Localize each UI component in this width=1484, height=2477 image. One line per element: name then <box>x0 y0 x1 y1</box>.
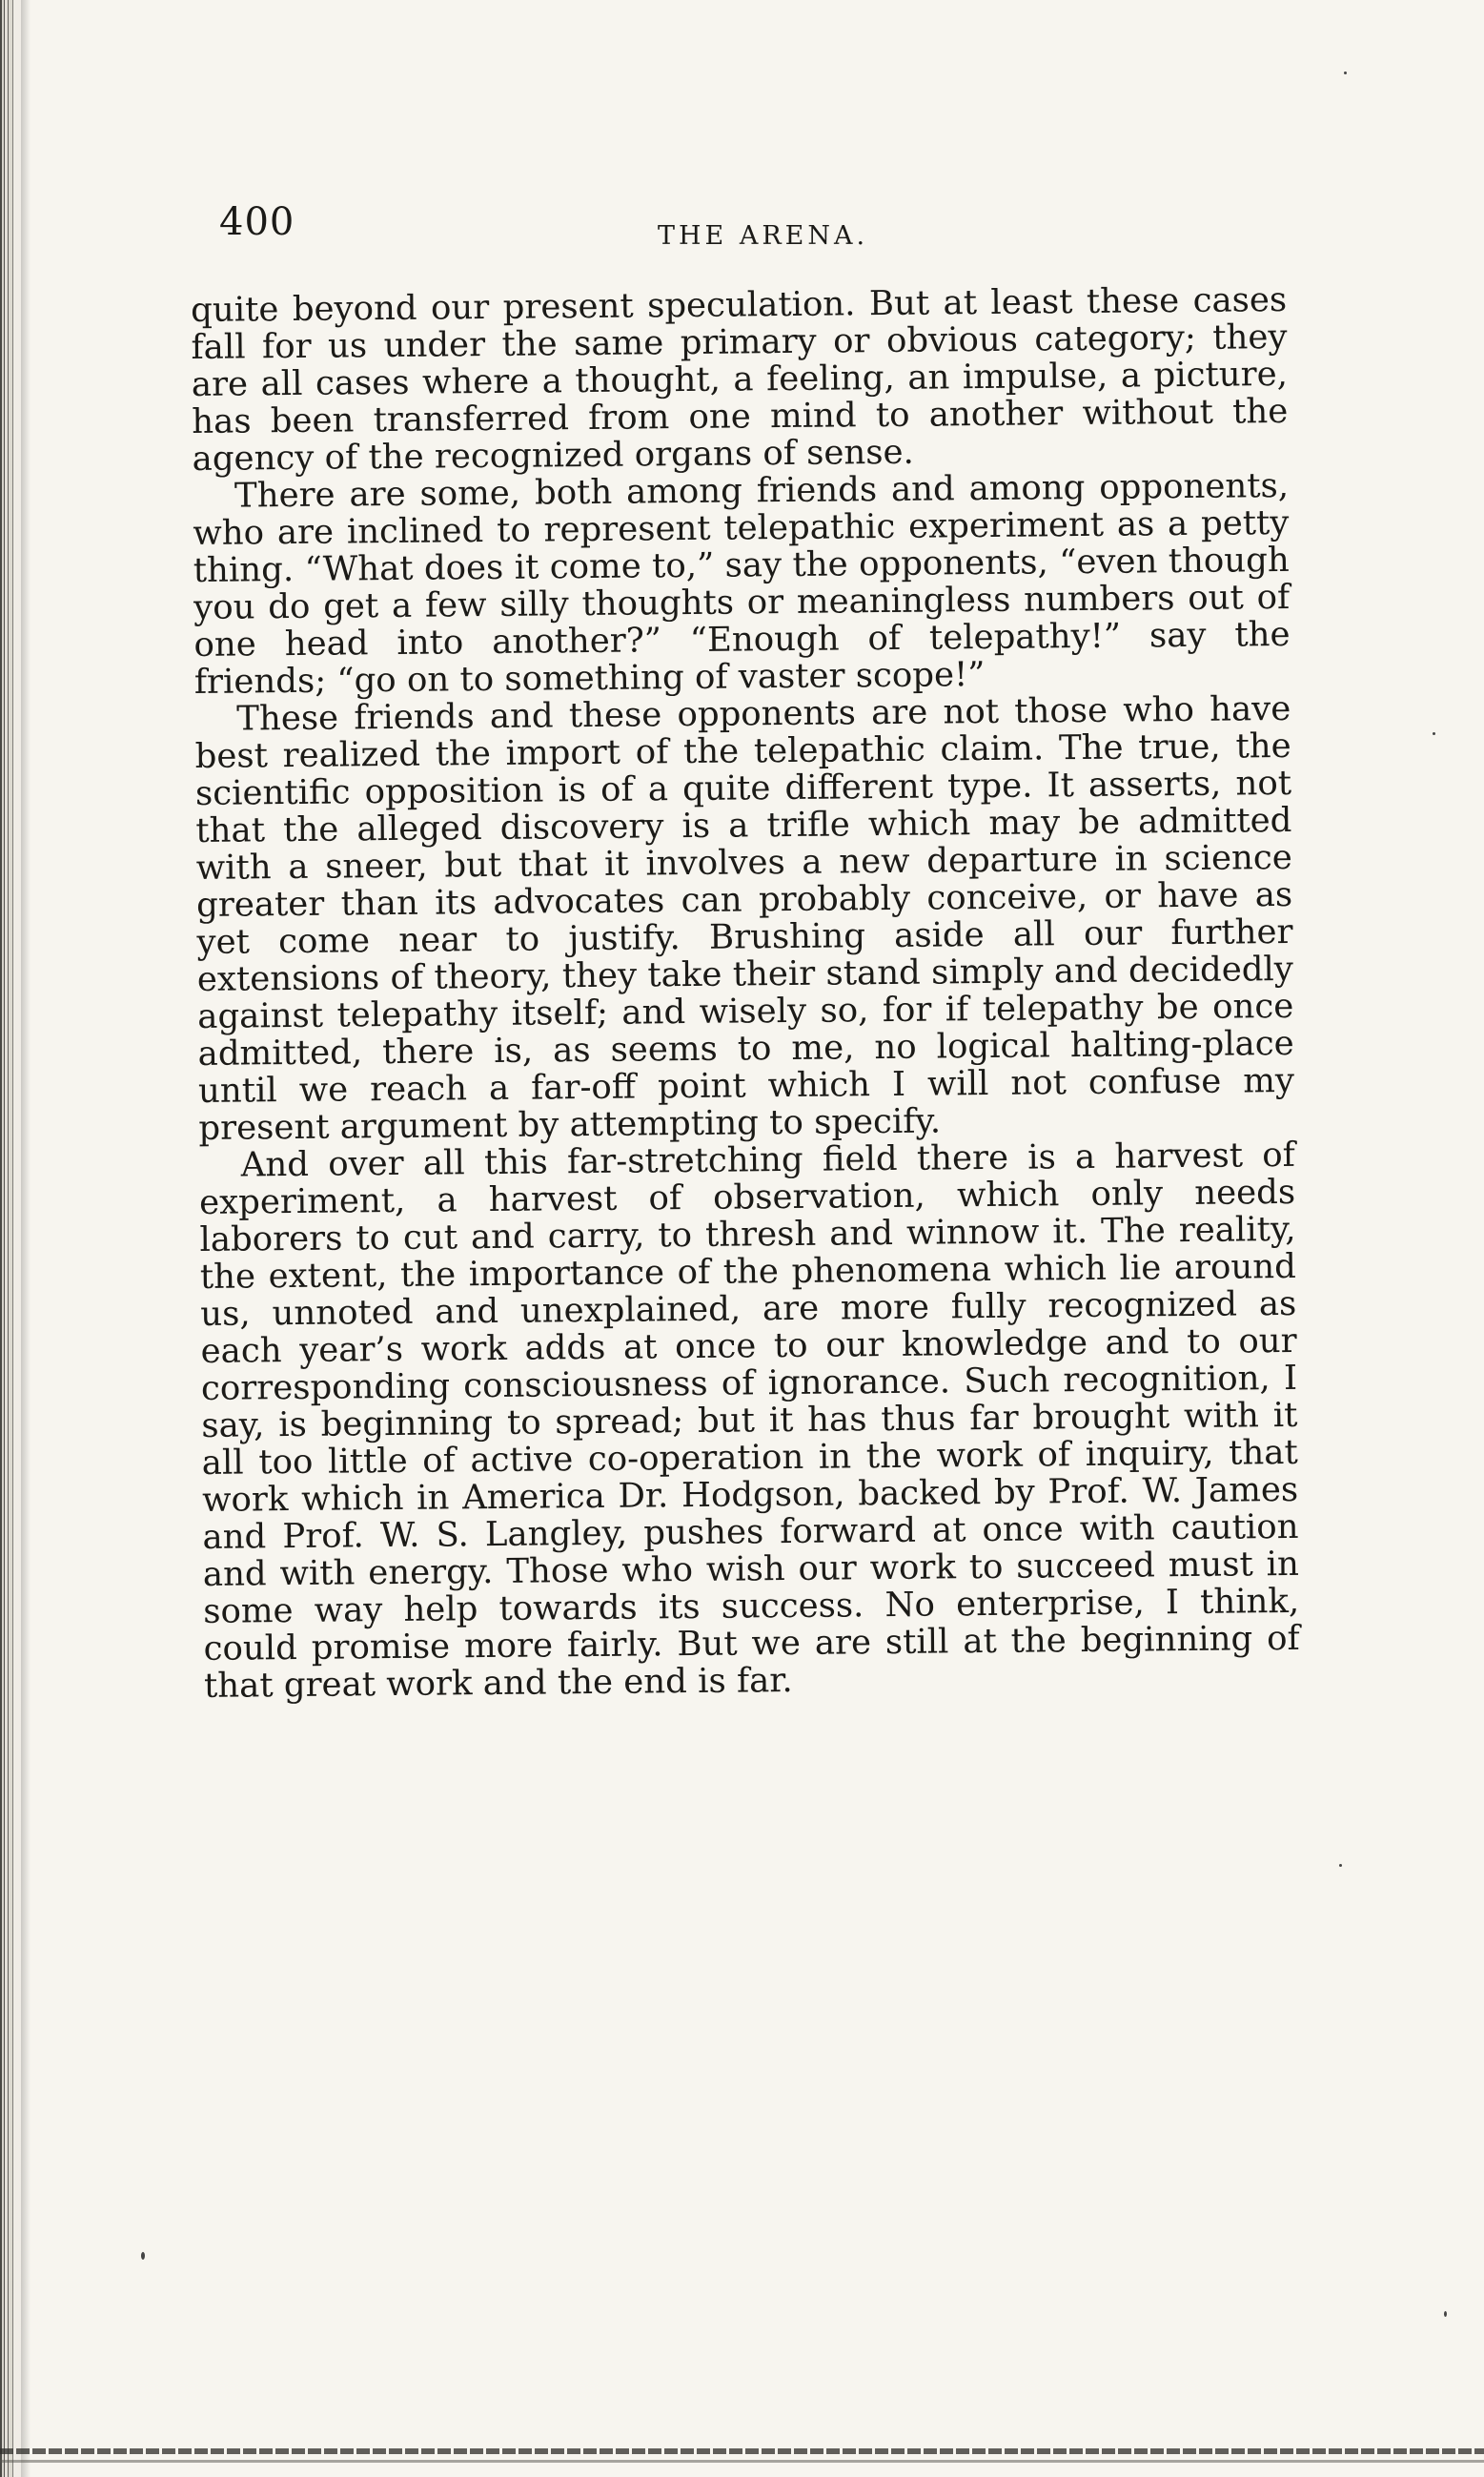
binding-edge <box>0 0 21 2477</box>
scan-speck <box>1444 2311 1447 2317</box>
scan-speck <box>1433 732 1435 735</box>
paragraph-1: quite beyond our present speculation. But at least these cases fall for us under the same primary or obvious category; they are all cases where a thought, a feeling, an impulse, a picture, has been transferred from one mind to another without the agency of the recognized organs of sense. <box>190 279 1289 479</box>
body-text <box>191 281 1300 1705</box>
scan-speck <box>1339 1864 1342 1867</box>
scan-speck <box>141 2252 145 2260</box>
paragraph-4: And over all this far-stretching field there is a harvest of experiment, a harvest of observation, which only needs laborers to cut and carry, to thresh and winnow it. The reality, the extent, the importance of the phenomena which lie around us, unnoted and unexplained, are more fully recognized as each year’s work adds at once to our knowledge and to our corresponding consciousness of ignorance. Such recognition, I say, is beginning to spread; but it has thus far brought with it all too little of active co-operation in the work of inquiry, that work which in America Dr. Hodgson, backed by Prof. W. James and Prof. W. S. Langley, pushes forward at once with caution and with energy. Those who wish our work to succeed must in some way help towards its success. No enterprise, I think, could promise more fairly. But we are still at the beginning of that great work and the end is far. <box>198 1135 1300 1706</box>
scan-edge-line <box>0 2460 1484 2463</box>
paragraph-3: These friends and these opponents are not those who have best realized the import of the telepathic claim. The true, the scientific opposition is of a quite different type. It asserts, not that the alleged discovery is a trifle which may be admitted with a sneer, but that it involves a new departure in science greater than its advocates can probably conceive, or have as yet come near to justify. Brushing aside all our further extensions of theory, they take their stand simply and decidedly against telepathy itself; and wisely so, for if telepathy be once admitted, there is, as seems to me, no logical halting-place until we reach a far-off point which I will not confuse my present argument by attempting to specify. <box>194 688 1295 1148</box>
scan-speck <box>1344 72 1347 74</box>
page-number: 400 <box>219 200 295 244</box>
paragraph-2: There are some, both among friends and among opponents, who are inclined to represent telepathic experiment as a petty thing. “What does it come to,” say the opponents, “even though you do get a few silly thoughts or meaningless numbers out of one head into another?” “Enough of telepathy!” say the friends; “go on to something of vaster scope!” <box>193 465 1291 702</box>
binding-shadow <box>21 0 30 2477</box>
running-head: THE ARENA. <box>658 221 869 251</box>
scan-edge-rule <box>0 2448 1484 2454</box>
